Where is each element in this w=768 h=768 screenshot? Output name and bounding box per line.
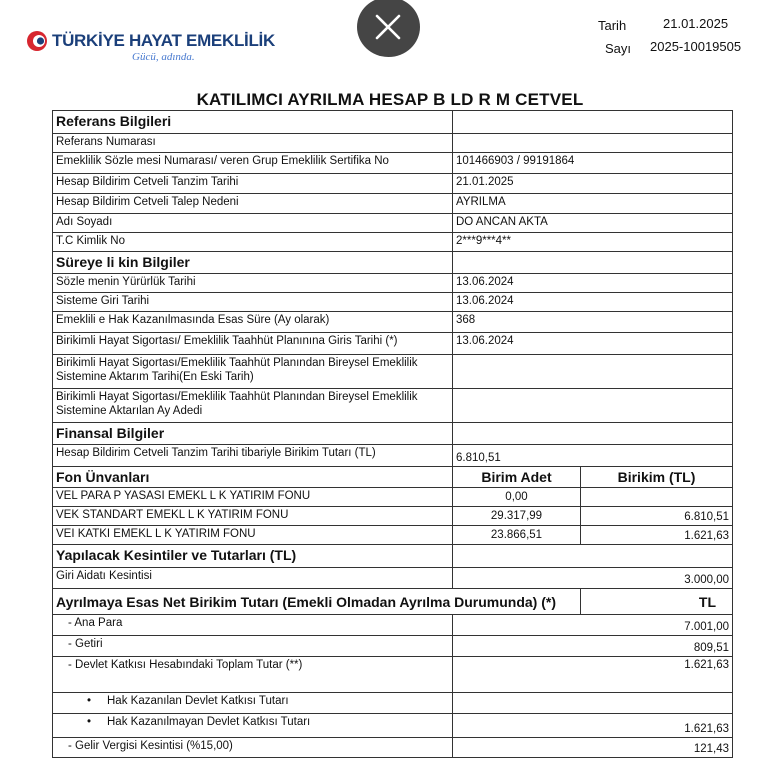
gelir-vergisi-value: 121,43	[453, 738, 733, 758]
hak-kazanilmayan-value: 1.621,63	[453, 714, 733, 738]
bullet-icon: •	[87, 716, 92, 728]
row-label: Hesap Bildirim Cetveli Talep Nedeni	[53, 194, 453, 214]
table-row	[53, 507, 733, 526]
empty-cell	[453, 423, 733, 445]
unit-label: TL	[581, 589, 733, 615]
row-value: 13.06.2024	[453, 274, 733, 293]
bullet-icon: •	[87, 695, 92, 707]
fund-name: VEK STANDART EMEKL L K YATIRIM FONU	[53, 507, 453, 526]
row-value	[453, 134, 733, 153]
table-row	[53, 526, 733, 545]
row-value: AYRILMA	[453, 194, 733, 214]
row-label: Emeklilik Sözle mesi Numarası/ veren Grup Emeklilik Sertifika No	[53, 153, 453, 174]
row-label: Emeklili e Hak Kazanılmasında Esas Süre (Ay olarak)	[53, 312, 453, 333]
row-label: Giri Aidatı Kesintisi	[53, 568, 453, 589]
row-label: Hesap Bildirim Cetveli Tanzim Tarihi tibariyle Birikim Tutarı (TL)	[53, 445, 453, 467]
sayi-label: Sayı	[605, 41, 632, 56]
close-icon	[375, 14, 401, 40]
fund-units: 29.317,99	[453, 507, 581, 526]
close-button[interactable]	[357, 0, 420, 57]
fund-units: 23.866,51	[453, 526, 581, 545]
account-statement-table	[52, 110, 733, 758]
fund-amount: 1.621,63	[581, 526, 733, 545]
hak-kazanilmayan-label: Hak Kazanılmayan Devlet Katkısı Tutarı	[107, 716, 311, 728]
row-value	[453, 389, 733, 423]
row-label: Referans Numarası	[53, 134, 453, 153]
row-value: 2***9***4**	[453, 233, 733, 252]
devlet-katkisi-label: - Devlet Katkısı Hesabındaki Toplam Tutar (**)	[53, 657, 453, 693]
section-heading-net-birikim: Ayrılmaya Esas Net Birikim Tutarı (Emekli Olmadan Ayrılma Durumunda) (*)	[53, 589, 581, 615]
fund-name: VEI KATKI EMEKL L K YATIRIM FONU	[53, 526, 453, 545]
hak-kazanilan-row	[53, 693, 453, 714]
ana-para-label: - Ana Para	[53, 615, 453, 636]
row-value	[453, 355, 733, 389]
ana-para-value: 7.001,00	[453, 615, 733, 636]
section-heading-kesintiler: Yapılacak Kesintiler ve Tutarları (TL)	[53, 545, 453, 568]
row-label: Birikimli Hayat Sigortası/Emeklilik Taahhüt Planından Bireysel Emeklilik Sistemine Aktarım Tarihi(En Eski Tarih)	[53, 355, 453, 389]
section-heading-referans: Referans Bilgileri	[53, 111, 453, 134]
brand-name: TÜRKİYE HAYAT EMEKLİLİK	[52, 31, 275, 50]
getiri-value: 809,51	[453, 636, 733, 657]
row-value: 13.06.2024	[453, 333, 733, 355]
brand-slogan: Gücü, adında.	[132, 51, 195, 63]
tarih-label: Tarih	[598, 18, 627, 33]
hak-kazanilan-value	[453, 693, 733, 714]
hak-kazanilan-label: Hak Kazanılan Devlet Katkısı Tutarı	[107, 695, 289, 707]
tarih-value: 21.01.2025	[663, 16, 729, 31]
row-value: 3.000,00	[453, 568, 733, 589]
row-value: 368	[453, 312, 733, 333]
empty-cell	[453, 111, 733, 134]
sayi-value: 2025-10019505	[650, 39, 742, 54]
fund-amount	[581, 488, 733, 507]
row-label: Birikimli Hayat Sigortası/ Emeklilik Taahhüt Planınına Giris Tarihi (*)	[53, 333, 453, 355]
fund-amount: 6.810,51	[581, 507, 733, 526]
document-title: KATILIMCI AYRILMA HESAP B LD R M CETVEL	[196, 90, 584, 109]
row-label: Sisteme Giri Tarihi	[53, 293, 453, 312]
row-label: T.C Kimlik No	[53, 233, 453, 252]
fund-name: VEL PARA P YASASI EMEKL L K YATIRIM FONU	[53, 488, 453, 507]
row-label: Birikimli Hayat Sigortası/Emeklilik Taahhüt Planından Bireysel Emeklilik Sistemine Aktarılan Ay Adedi	[53, 389, 453, 423]
hak-kazanilmayan-row	[53, 714, 453, 738]
column-header-birikim: Birikim (TL)	[581, 467, 733, 488]
section-heading-fonlar: Fon Ünvanları	[53, 467, 453, 488]
table-row	[53, 488, 733, 507]
row-value: 101466903 / 99191864	[453, 153, 733, 174]
fund-units: 0,00	[453, 488, 581, 507]
gelir-vergisi-label: - Gelir Vergisi Kesintisi (%15,00)	[53, 738, 453, 758]
row-value: 6.810,51	[453, 445, 733, 467]
section-heading-sureye: Süreye li kin Bilgiler	[53, 252, 453, 274]
row-value: 13.06.2024	[453, 293, 733, 312]
row-label: Adı Soyadı	[53, 214, 453, 233]
devlet-katkisi-value: 1.621,63	[453, 657, 733, 693]
empty-cell	[453, 545, 733, 568]
logo-mark-icon	[26, 30, 48, 52]
row-label: Sözle menin Yürürlük Tarihi	[53, 274, 453, 293]
row-label: Hesap Bildirim Cetveli Tanzim Tarihi	[53, 174, 453, 194]
column-header-birim-adet: Birim Adet	[453, 467, 581, 488]
empty-cell	[453, 252, 733, 274]
row-value: 21.01.2025	[453, 174, 733, 194]
getiri-label: - Getiri	[53, 636, 453, 657]
row-value: DO ANCAN AKTA	[453, 214, 733, 233]
section-heading-finansal: Finansal Bilgiler	[53, 423, 453, 445]
